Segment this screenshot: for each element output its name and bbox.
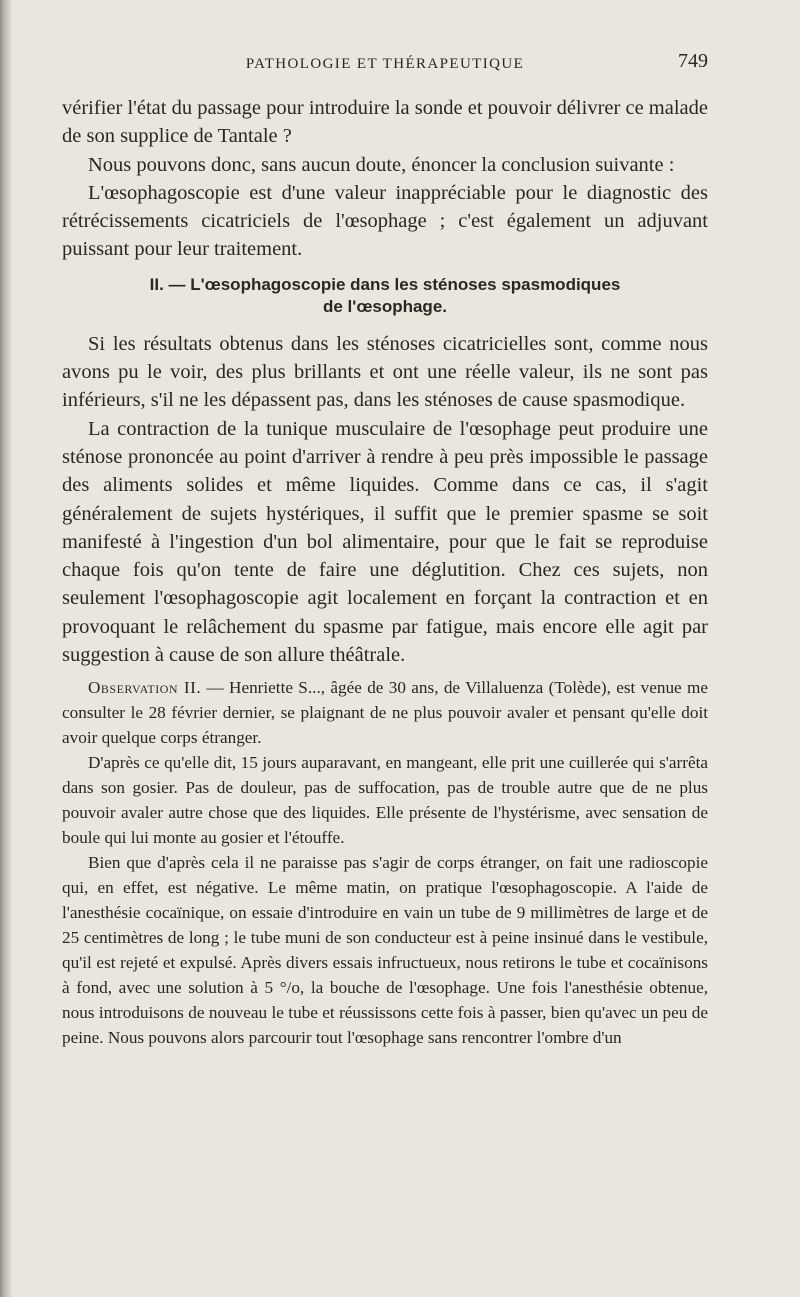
section-heading — [62, 274, 708, 318]
observation-label: Observation II. — [88, 678, 202, 698]
paragraph-continuation: vérifier l'état du passage pour introduire la sonde et pouvoir délivrer ce malade de son supplice de Tantale ? — [62, 97, 708, 148]
paragraph-conclusion-intro: Nous pouvons donc, sans aucun doute, énoncer la conclusion suivante : — [88, 153, 675, 176]
page-body — [62, 94, 708, 1050]
paragraph-contraction: La contraction de la tunique musculaire de l'œsophage peut produire une sténose prononcée au point d'arriver à rendre à peu près impossible le passage des aliments solides et même liquides. Comme dans ce cas, il s'agit généralement de sujets hystériques, il suffit que le premier spasme se soit manifesté à l'ingestion d'un bol alimentaire, pour que le fait se reproduise chaque fois qu'on tente de faire une déglutition. Chez ces sujets, non seulement l'œsophagoscopie agit localement en forçant la contraction et en provoquant le relâchement du spasme par fatigue, mais encore elle agit par suggestion à cause de son allure théâtrale. — [62, 417, 708, 667]
observation-intro-paragraph — [62, 675, 708, 750]
observation-paragraph: D'après ce qu'elle dit, 15 jours auparavant, en mangeant, elle prit une cuillerée qui s'arrêta dans son gosier. Pas de douleur, pas de suffocation, pas de trouble autre que de ne plus pouvoir avaler autre chose que des liquides. Elle présente de l'hystérisme, avec sensation de boule qui lui monte au gosier et l'étouffe. — [62, 753, 708, 848]
running-head — [62, 44, 708, 84]
section-heading-line-1: II. — L'œsophagoscopie dans les sténoses spasmodiques — [149, 274, 621, 294]
book-page — [62, 44, 708, 1050]
running-title: PATHOLOGIE ET THÉRAPEUTIQUE — [245, 56, 525, 72]
paragraph-conclusion: L'œsophagoscopie est d'une valeur inappréciable pour le diagnostic des rétrécissements cicatriciels de l'œsophage ; c'est également un adjuvant puissant pour leur traitement. — [62, 181, 708, 261]
section-heading-line-2: de l'œsophage. — [323, 296, 447, 316]
page-number: 749 — [678, 50, 708, 72]
observation-paragraph: Bien que d'après cela il ne paraisse pas s'agir de corps étranger, on fait une radioscopie qui, en effet, est négative. Le même matin, on pratique l'œsophagoscopie. A l'aide de l'anesthésie cocaïnique, on essaie d'introduire en vain un tube de 9 millimètres de large et de 25 centimètres de long ; le tube muni de son conducteur est à peine insinué dans le vestibule, qu'il est rejeté et expulsé. Après divers essais infructueux, nous retirons le tube et cocaïnisons à fond, avec une solution à 5 °/o, la bouche de l'œsophage. Une fois l'anesthésie obtenue, nous introduisons de nouveau le tube et réussissons cette fois à passer, bien qu'avec un peu de peine. Nous pouvons alors parcourir tout l'œsophage sans rencontrer l'ombre d'un — [62, 853, 708, 1048]
paragraph-results: Si les résultats obtenus dans les sténoses cicatricielles sont, comme nous avons pu le voir, des plus brillants et ont une réelle valeur, ils ne sont pas inférieurs, s'il ne les dépassent pas, dans les sténoses de cause spasmodique. — [62, 332, 708, 412]
book-binding-edge — [0, 0, 12, 1297]
observation-intro: — Henriette S..., âgée de 30 ans, de Villaluenza (Tolède), est venue me consulter le 28 février dernier, se plaignant de ne plus pouvoir avaler et pensant qu'elle doit avoir quelque corps étranger. — [62, 678, 708, 748]
